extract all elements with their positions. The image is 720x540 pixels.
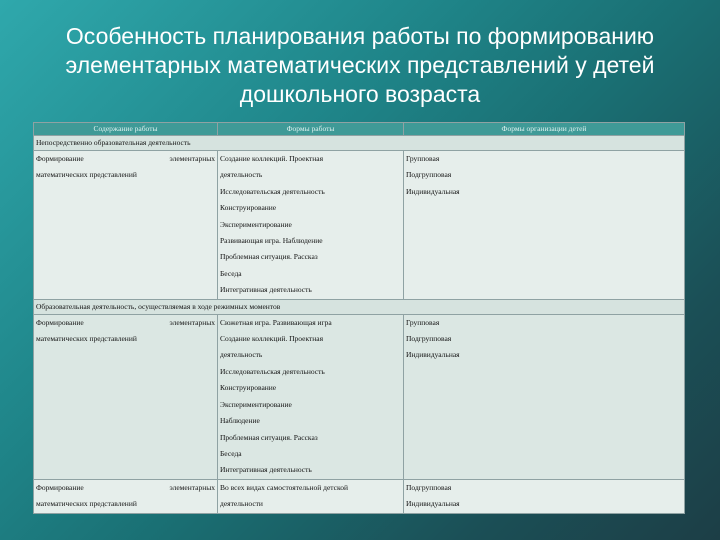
table-row (34, 479, 685, 513)
section-title: Образовательная деятельность, осуществляемая в ходе режимных моментов (34, 299, 685, 314)
planning-table (33, 122, 685, 514)
forms-cell (218, 314, 404, 479)
content-word-a: Формирование (36, 482, 84, 492)
form-item: Конструирование (220, 383, 277, 393)
form-item: деятельность (220, 170, 263, 180)
org-cell (404, 314, 685, 479)
table-header-row (34, 123, 685, 136)
form-item: Проблемная ситуация. Рассказ (220, 252, 318, 262)
slide-title: Особенность планирования работы по формированию элементарных математических представлений у детей дошкольного возраста (65, 23, 655, 107)
form-item: Беседа (220, 268, 242, 278)
header-forms: Формы работы (218, 123, 404, 136)
form-item: деятельность (220, 350, 263, 360)
form-item: Во всех видах самостоятельной детской (220, 482, 349, 492)
form-item: Конструирование (220, 203, 277, 213)
form-item: Создание коллекций. Проектная (220, 334, 324, 344)
content-word-c: математических представлений (36, 499, 137, 509)
form-item: Интегративная деятельность (220, 285, 312, 295)
org-item: Индивидуальная (406, 186, 460, 196)
org-item: Подгрупповая (406, 170, 452, 180)
form-item: Экспериментирование (220, 399, 292, 409)
org-item: Индивидуальная (406, 499, 460, 509)
content-word-a: Формирование (36, 317, 84, 327)
forms-cell (218, 151, 404, 300)
content-word-b: элементарных (169, 482, 215, 492)
content-cell (34, 479, 218, 513)
form-item: Проблемная ситуация. Рассказ (220, 432, 318, 442)
forms-cell (218, 479, 404, 513)
header-org: Формы организации детей (404, 123, 685, 136)
form-item: Развивающая игра. Наблюдение (220, 236, 323, 246)
section-row (34, 299, 685, 314)
table-row (34, 151, 685, 300)
org-item: Групповая (406, 154, 440, 163)
form-item: Беседа (220, 448, 242, 458)
org-item: Групповая (406, 317, 440, 327)
org-item: Подгрупповая (406, 482, 452, 492)
content-word-c: математических представлений (36, 334, 137, 344)
table-row (34, 314, 685, 479)
form-item: Интегративная деятельность (220, 465, 312, 475)
form-item: деятельности (220, 499, 263, 509)
section-title: Непосредственно образовательная деятельность (34, 136, 685, 151)
org-item: Индивидуальная (406, 350, 460, 360)
form-item: Сюжетная игра. Развивающая игра (220, 317, 332, 327)
content-cell (34, 151, 218, 300)
org-cell (404, 479, 685, 513)
header-content: Содержание работы (34, 123, 218, 136)
form-item: Создание коллекций. Проектная (220, 154, 324, 163)
form-item: Наблюдение (220, 416, 260, 426)
content-word-c: математических представлений (36, 170, 137, 180)
form-item: Исследовательская деятельность (220, 186, 325, 196)
content-word-b: элементарных (169, 154, 215, 163)
form-item: Экспериментирование (220, 219, 292, 229)
content-cell (34, 314, 218, 479)
content-word-b: элементарных (169, 317, 215, 327)
org-cell (404, 151, 685, 300)
content-word-a: Формирование (36, 154, 84, 163)
form-item: Исследовательская деятельность (220, 366, 325, 376)
org-item: Подгрупповая (406, 334, 452, 344)
section-row (34, 136, 685, 151)
